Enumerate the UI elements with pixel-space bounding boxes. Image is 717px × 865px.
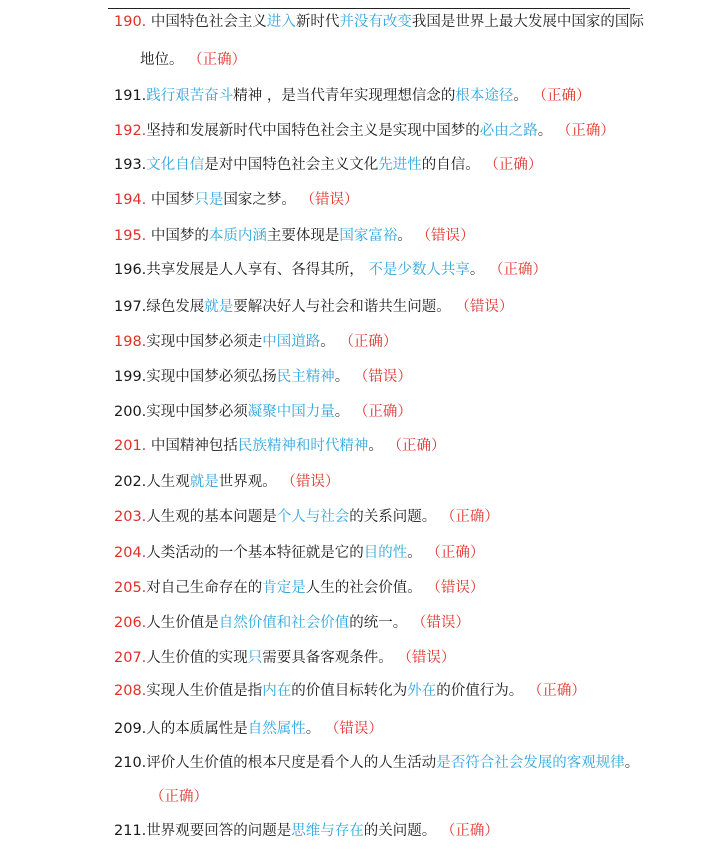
question-number: 209.	[114, 721, 147, 737]
question-number: 197.	[114, 299, 147, 315]
question-item	[114, 402, 412, 422]
question-item	[114, 226, 475, 246]
question-text: 中国精神包括	[146, 438, 238, 454]
highlighted-text: 是否符合社会发展的客观规律	[436, 755, 625, 771]
question-item	[114, 86, 591, 106]
question-number: 208.	[114, 683, 147, 699]
verdict-label: （正确）	[426, 545, 485, 561]
verdict-label: （正确）	[440, 823, 499, 839]
verdict-label: （正确）	[150, 789, 208, 805]
question-text: 中国特色社会主义	[146, 14, 267, 30]
question-item	[114, 155, 542, 175]
question-number: 207.	[114, 650, 147, 666]
question-text: 。	[320, 334, 340, 350]
question-item	[114, 260, 547, 280]
highlighted-text: 只	[247, 650, 263, 666]
question-item	[114, 753, 639, 773]
question-text: 实现中国梦必须弘扬	[146, 369, 277, 385]
question-number: 194.	[114, 192, 147, 208]
question-item	[114, 578, 484, 598]
question-text: 的价值目标转化为	[291, 683, 408, 699]
question-text: 绿色发展	[146, 299, 205, 315]
question-number: 195.	[114, 228, 147, 244]
highlighted-text: 就是	[204, 299, 234, 315]
highlighted-text: 外在	[407, 683, 437, 699]
question-number: 204.	[114, 545, 147, 561]
question-number: 211.	[114, 823, 147, 839]
question-text: 。	[469, 262, 490, 278]
question-text: 人生观	[146, 474, 190, 490]
question-text: 实现中国梦必须走	[146, 334, 263, 350]
question-number: 192.	[114, 123, 147, 139]
verdict-label: （错误）	[426, 580, 485, 596]
question-number: 202.	[114, 474, 147, 490]
verdict-label: （正确）	[489, 262, 548, 278]
question-text: 新时代	[295, 14, 340, 30]
highlighted-text: 自然属性	[247, 721, 306, 737]
question-text: 。	[305, 721, 325, 737]
question-item	[114, 821, 499, 841]
question-text: 中国梦	[146, 192, 195, 208]
question-text: 人生价值是	[146, 615, 219, 631]
verdict-label: （错误）	[281, 474, 340, 490]
question-text: 中国梦的	[146, 228, 209, 244]
question-item	[114, 507, 499, 527]
highlighted-text: 民族精神和时代精神	[237, 438, 369, 454]
question-item-continuation	[140, 50, 246, 70]
question-number: 201.	[114, 438, 147, 454]
verdict-label: （错误）	[416, 228, 475, 244]
highlighted-text: 个人与社会	[276, 509, 350, 525]
question-item	[114, 681, 586, 701]
verdict-label: （错误）	[300, 192, 359, 208]
question-text: 我国是世界上最大发展中国家的国际	[411, 14, 644, 30]
question-item	[114, 648, 455, 668]
verdict-label: （正确）	[188, 52, 247, 68]
highlighted-text: 自然价值和社会价值	[218, 615, 350, 631]
question-text: 。	[624, 755, 640, 771]
question-text: 。	[334, 369, 354, 385]
highlighted-text: 内在	[262, 683, 292, 699]
question-text: 人类活动的一个基本特征就是它的	[146, 545, 364, 561]
question-item	[114, 12, 644, 32]
highlighted-text: 凝聚中国力量	[247, 404, 335, 420]
question-number: 198.	[114, 334, 147, 350]
question-text: 需要具备客观条件。	[262, 650, 398, 666]
question-text: 的关问题。	[363, 823, 441, 839]
question-number: 190.	[114, 14, 147, 30]
question-item	[114, 472, 339, 492]
highlighted-text: 目的性	[363, 545, 408, 561]
question-number: 210.	[114, 755, 147, 771]
highlighted-text: 只是	[194, 192, 224, 208]
question-number: 206.	[114, 615, 147, 631]
verdict-label: （正确）	[353, 404, 412, 420]
verdict-label: （错误）	[353, 369, 412, 385]
highlighted-text: 文化自信	[146, 157, 205, 173]
question-text: 。	[537, 123, 557, 139]
question-text: 的关系问题。	[349, 509, 441, 525]
question-text: 的自信。	[421, 157, 485, 173]
question-number: 203.	[114, 509, 147, 525]
question-text: 世界观要回答的问题是	[146, 823, 292, 839]
question-text: 人生观的基本问题是	[146, 509, 277, 525]
highlighted-text: 思维与存在	[291, 823, 364, 839]
question-text: 。	[368, 438, 388, 454]
top-rule	[108, 8, 630, 9]
question-item	[114, 719, 383, 739]
question-item	[114, 436, 446, 456]
question-number: 205.	[114, 580, 147, 596]
verdict-label: （错误）	[324, 721, 383, 737]
highlighted-text: 进入	[266, 14, 296, 30]
verdict-label: （正确）	[440, 509, 499, 525]
question-text: 实现人生价值是指	[146, 683, 263, 699]
question-text: 坚持和发展新时代中国特色社会主义是实现中国梦的	[146, 123, 480, 139]
highlighted-text: 就是	[189, 474, 219, 490]
question-text: 人的本质属性是	[146, 721, 248, 737]
verdict-label: （正确）	[556, 123, 615, 139]
verdict-label: （正确）	[532, 88, 591, 104]
highlighted-text: 民主精神	[276, 369, 335, 385]
question-text: 对自己生命存在的	[146, 580, 263, 596]
question-text: 。	[513, 88, 533, 104]
question-text: 国家之梦。	[223, 192, 301, 208]
highlighted-text: 本质内涵	[208, 228, 267, 244]
question-text: 实现中国梦必须	[146, 404, 248, 420]
question-item	[114, 367, 412, 387]
question-item	[114, 121, 615, 141]
question-text: 要解决好人与社会和谐共生问题。	[233, 299, 456, 315]
question-text: 是对中国特色社会主义文化	[204, 157, 379, 173]
highlighted-text: 不是少数人共享	[368, 262, 470, 278]
highlighted-text: 国家富裕	[339, 228, 398, 244]
question-number: 199.	[114, 369, 147, 385]
verdict-label: （正确）	[484, 157, 543, 173]
highlighted-text: 肯定是	[262, 580, 306, 596]
verdict-label: （正确）	[387, 438, 446, 454]
highlighted-text: 中国道路	[262, 334, 321, 350]
highlighted-text: 践行艰苦奋斗	[146, 88, 234, 104]
question-item	[114, 332, 397, 352]
question-item-continuation	[150, 787, 208, 807]
verdict-label: （错误）	[397, 650, 456, 666]
question-text: 的统一。	[349, 615, 412, 631]
verdict-label: （正确）	[527, 683, 586, 699]
question-text: 主要体现是	[266, 228, 340, 244]
question-text: 精神 ，是当代青年实现理想信念的	[233, 88, 456, 104]
highlighted-text: 先进性	[378, 157, 422, 173]
question-text: 人生的社会价值。	[305, 580, 427, 596]
question-item	[114, 297, 513, 317]
question-number: 191.	[114, 88, 147, 104]
verdict-label: （错误）	[455, 299, 514, 315]
question-text: 共享发展是人人享有、各得其所，	[146, 262, 369, 278]
verdict-label: （错误）	[411, 615, 470, 631]
question-text: 地位。	[140, 52, 189, 68]
question-item	[114, 190, 359, 210]
highlighted-text: 必由之路	[479, 123, 538, 139]
question-text: 的价值行为。	[436, 683, 528, 699]
highlighted-text: 根本途径	[455, 88, 514, 104]
highlighted-text: 并没有改变	[339, 14, 412, 30]
verdict-label: （正确）	[339, 334, 398, 350]
question-number: 200.	[114, 404, 147, 420]
question-text: 。	[334, 404, 354, 420]
question-item	[114, 613, 470, 633]
question-text: 人生价值的实现	[146, 650, 248, 666]
question-number: 196.	[114, 262, 147, 278]
question-text: 评价人生价值的根本尺度是看个人的人生活动	[146, 755, 437, 771]
question-text: 世界观。	[218, 474, 282, 490]
question-item	[114, 543, 484, 563]
question-number: 193.	[114, 157, 147, 173]
question-text: 。	[407, 545, 427, 561]
question-text: 。	[397, 228, 417, 244]
